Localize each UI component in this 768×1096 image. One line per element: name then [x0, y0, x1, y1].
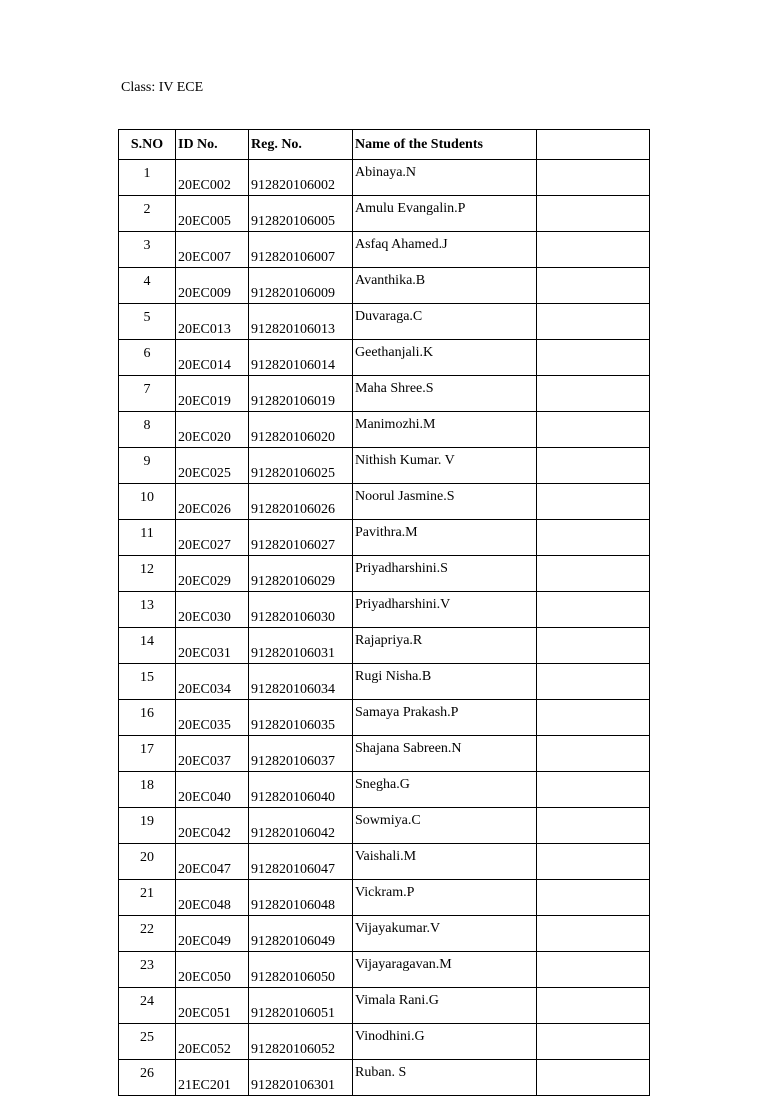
- id-no-cell: 20EC049: [176, 916, 249, 952]
- table-row: [119, 1060, 650, 1096]
- header-student-name: Name of the Students: [353, 130, 537, 160]
- blank-cell: [537, 448, 650, 484]
- sno-cell: 6: [119, 340, 176, 376]
- blank-cell: [537, 484, 650, 520]
- reg-no-cell: 912820106020: [249, 412, 353, 448]
- header-sno: S.NO: [119, 130, 176, 160]
- blank-cell: [537, 988, 650, 1024]
- id-no-cell: 20EC029: [176, 556, 249, 592]
- sno-cell: 11: [119, 520, 176, 556]
- sno-cell: 20: [119, 844, 176, 880]
- reg-no-cell: 912820106052: [249, 1024, 353, 1060]
- sno-cell: 18: [119, 772, 176, 808]
- blank-cell: [537, 700, 650, 736]
- reg-no-cell: 912820106019: [249, 376, 353, 412]
- reg-no-cell: 912820106049: [249, 916, 353, 952]
- table-header-row: [119, 130, 650, 160]
- sno-cell: 26: [119, 1060, 176, 1096]
- reg-no-cell: 912820106031: [249, 628, 353, 664]
- student-name-cell: Priyadharshini.V: [353, 592, 537, 628]
- sno-cell: 3: [119, 232, 176, 268]
- id-no-cell: 20EC002: [176, 160, 249, 196]
- table-row: [119, 700, 650, 736]
- blank-cell: [537, 232, 650, 268]
- table-row: [119, 844, 650, 880]
- table-row: [119, 664, 650, 700]
- reg-no-cell: 912820106037: [249, 736, 353, 772]
- sno-cell: 10: [119, 484, 176, 520]
- id-no-cell: 20EC020: [176, 412, 249, 448]
- table-row: [119, 268, 650, 304]
- reg-no-cell: 912820106042: [249, 808, 353, 844]
- student-name-cell: Samaya Prakash.P: [353, 700, 537, 736]
- student-rows: [119, 160, 650, 1096]
- student-name-cell: Vijayakumar.V: [353, 916, 537, 952]
- table-row: [119, 952, 650, 988]
- header-blank: [537, 130, 650, 160]
- table-row: [119, 376, 650, 412]
- blank-cell: [537, 556, 650, 592]
- student-name-cell: Vimala Rani.G: [353, 988, 537, 1024]
- header-id-no: ID No.: [176, 130, 249, 160]
- sno-cell: 1: [119, 160, 176, 196]
- student-name-cell: Vijayaragavan.M: [353, 952, 537, 988]
- table-row: [119, 736, 650, 772]
- sno-cell: 23: [119, 952, 176, 988]
- reg-no-cell: 912820106048: [249, 880, 353, 916]
- student-name-cell: Shajana Sabreen.N: [353, 736, 537, 772]
- table-row: [119, 880, 650, 916]
- sno-cell: 16: [119, 700, 176, 736]
- id-no-cell: 20EC034: [176, 664, 249, 700]
- student-name-cell: Manimozhi.M: [353, 412, 537, 448]
- id-no-cell: 20EC047: [176, 844, 249, 880]
- student-name-cell: Noorul Jasmine.S: [353, 484, 537, 520]
- id-no-cell: 20EC014: [176, 340, 249, 376]
- blank-cell: [537, 412, 650, 448]
- student-name-cell: Rajapriya.R: [353, 628, 537, 664]
- reg-no-cell: 912820106002: [249, 160, 353, 196]
- table-row: [119, 160, 650, 196]
- reg-no-cell: 912820106029: [249, 556, 353, 592]
- student-name-cell: Ruban. S: [353, 1060, 537, 1096]
- id-no-cell: 20EC037: [176, 736, 249, 772]
- sno-cell: 19: [119, 808, 176, 844]
- sno-cell: 4: [119, 268, 176, 304]
- blank-cell: [537, 844, 650, 880]
- reg-no-cell: 912820106301: [249, 1060, 353, 1096]
- sno-cell: 21: [119, 880, 176, 916]
- student-name-cell: Vickram.P: [353, 880, 537, 916]
- table-row: [119, 484, 650, 520]
- blank-cell: [537, 880, 650, 916]
- id-no-cell: 20EC030: [176, 592, 249, 628]
- reg-no-cell: 912820106035: [249, 700, 353, 736]
- id-no-cell: 20EC019: [176, 376, 249, 412]
- blank-cell: [537, 376, 650, 412]
- reg-no-cell: 912820106047: [249, 844, 353, 880]
- student-name-cell: Amulu Evangalin.P: [353, 196, 537, 232]
- student-name-cell: Vaishali.M: [353, 844, 537, 880]
- reg-no-cell: 912820106005: [249, 196, 353, 232]
- header-reg-no: Reg. No.: [249, 130, 353, 160]
- id-no-cell: 20EC026: [176, 484, 249, 520]
- id-no-cell: 20EC050: [176, 952, 249, 988]
- blank-cell: [537, 520, 650, 556]
- class-label: Class: IV ECE: [121, 80, 204, 95]
- student-name-cell: Duvaraga.C: [353, 304, 537, 340]
- table-row: [119, 520, 650, 556]
- student-name-cell: Priyadharshini.S: [353, 556, 537, 592]
- blank-cell: [537, 592, 650, 628]
- student-name-cell: Nithish Kumar. V: [353, 448, 537, 484]
- student-name-cell: Geethanjali.K: [353, 340, 537, 376]
- table-row: [119, 808, 650, 844]
- reg-no-cell: 912820106026: [249, 484, 353, 520]
- blank-cell: [537, 304, 650, 340]
- table-row: [119, 304, 650, 340]
- blank-cell: [537, 916, 650, 952]
- sno-cell: 24: [119, 988, 176, 1024]
- sno-cell: 13: [119, 592, 176, 628]
- table-row: [119, 412, 650, 448]
- blank-cell: [537, 664, 650, 700]
- table-row: [119, 988, 650, 1024]
- blank-cell: [537, 268, 650, 304]
- sno-cell: 25: [119, 1024, 176, 1060]
- sno-cell: 12: [119, 556, 176, 592]
- id-no-cell: 20EC051: [176, 988, 249, 1024]
- id-no-cell: 20EC013: [176, 304, 249, 340]
- id-no-cell: 20EC048: [176, 880, 249, 916]
- table-row: [119, 196, 650, 232]
- table-row: [119, 916, 650, 952]
- sno-cell: 15: [119, 664, 176, 700]
- sno-cell: 7: [119, 376, 176, 412]
- student-name-cell: Sowmiya.C: [353, 808, 537, 844]
- reg-no-cell: 912820106034: [249, 664, 353, 700]
- reg-no-cell: 912820106050: [249, 952, 353, 988]
- reg-no-cell: 912820106051: [249, 988, 353, 1024]
- student-name-cell: Pavithra.M: [353, 520, 537, 556]
- id-no-cell: 20EC025: [176, 448, 249, 484]
- student-name-cell: Abinaya.N: [353, 160, 537, 196]
- table-row: [119, 628, 650, 664]
- table-row: [119, 772, 650, 808]
- reg-no-cell: 912820106025: [249, 448, 353, 484]
- id-no-cell: 20EC031: [176, 628, 249, 664]
- blank-cell: [537, 340, 650, 376]
- reg-no-cell: 912820106027: [249, 520, 353, 556]
- blank-cell: [537, 772, 650, 808]
- student-name-cell: Rugi Nisha.B: [353, 664, 537, 700]
- sno-cell: 8: [119, 412, 176, 448]
- student-name-cell: Snegha.G: [353, 772, 537, 808]
- sno-cell: 2: [119, 196, 176, 232]
- blank-cell: [537, 736, 650, 772]
- table-row: [119, 1024, 650, 1060]
- reg-no-cell: 912820106040: [249, 772, 353, 808]
- sno-cell: 14: [119, 628, 176, 664]
- blank-cell: [537, 196, 650, 232]
- id-no-cell: 21EC201: [176, 1060, 249, 1096]
- id-no-cell: 20EC005: [176, 196, 249, 232]
- table-row: [119, 592, 650, 628]
- reg-no-cell: 912820106014: [249, 340, 353, 376]
- blank-cell: [537, 160, 650, 196]
- student-name-cell: Vinodhini.G: [353, 1024, 537, 1060]
- id-no-cell: 20EC052: [176, 1024, 249, 1060]
- reg-no-cell: 912820106013: [249, 304, 353, 340]
- id-no-cell: 20EC009: [176, 268, 249, 304]
- student-name-cell: Maha Shree.S: [353, 376, 537, 412]
- sno-cell: 22: [119, 916, 176, 952]
- table-row: [119, 340, 650, 376]
- reg-no-cell: 912820106009: [249, 268, 353, 304]
- table-row: [119, 556, 650, 592]
- student-name-cell: Avanthika.B: [353, 268, 537, 304]
- id-no-cell: 20EC040: [176, 772, 249, 808]
- table-row: [119, 448, 650, 484]
- reg-no-cell: 912820106030: [249, 592, 353, 628]
- blank-cell: [537, 1060, 650, 1096]
- sno-cell: 9: [119, 448, 176, 484]
- table-row: [119, 232, 650, 268]
- student-name-cell: Asfaq Ahamed.J: [353, 232, 537, 268]
- blank-cell: [537, 808, 650, 844]
- reg-no-cell: 912820106007: [249, 232, 353, 268]
- id-no-cell: 20EC042: [176, 808, 249, 844]
- id-no-cell: 20EC027: [176, 520, 249, 556]
- blank-cell: [537, 628, 650, 664]
- student-table: [118, 129, 650, 1096]
- sno-cell: 5: [119, 304, 176, 340]
- id-no-cell: 20EC035: [176, 700, 249, 736]
- id-no-cell: 20EC007: [176, 232, 249, 268]
- sno-cell: 17: [119, 736, 176, 772]
- blank-cell: [537, 952, 650, 988]
- blank-cell: [537, 1024, 650, 1060]
